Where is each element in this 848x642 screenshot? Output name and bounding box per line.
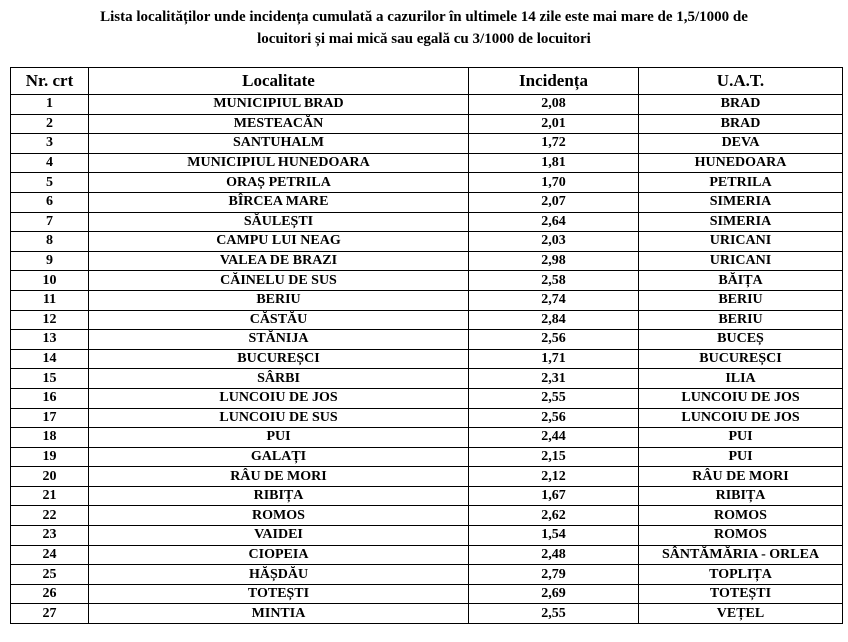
table-row: [11, 349, 843, 369]
cell-uat: SIMERIA: [639, 212, 843, 232]
cell-incidenta: 2,79: [469, 565, 639, 585]
cell-incidenta: 2,48: [469, 545, 639, 565]
cell-nr-crt: 4: [11, 153, 89, 173]
table-row: [11, 526, 843, 546]
cell-uat: BĂIȚA: [639, 271, 843, 291]
cell-uat: URICANI: [639, 232, 843, 252]
cell-nr-crt: 18: [11, 428, 89, 448]
cell-nr-crt: 22: [11, 506, 89, 526]
cell-nr-crt: 10: [11, 271, 89, 291]
cell-nr-crt: 17: [11, 408, 89, 428]
cell-uat: SÂNTĂMĂRIA - ORLEA: [639, 545, 843, 565]
cell-incidenta: 2,74: [469, 290, 639, 310]
table-row: [11, 506, 843, 526]
cell-uat: TOTEȘTI: [639, 584, 843, 604]
table-row: [11, 447, 843, 467]
table-row: [11, 545, 843, 565]
table-row: [11, 330, 843, 350]
cell-localitate: CĂINELU DE SUS: [89, 271, 469, 291]
cell-uat: BUCEȘ: [639, 330, 843, 350]
cell-localitate: SÂRBI: [89, 369, 469, 389]
cell-nr-crt: 20: [11, 467, 89, 487]
cell-localitate: VAIDEI: [89, 526, 469, 546]
cell-nr-crt: 21: [11, 486, 89, 506]
table-row: [11, 565, 843, 585]
table-row: [11, 467, 843, 487]
cell-nr-crt: 3: [11, 134, 89, 154]
cell-nr-crt: 25: [11, 565, 89, 585]
cell-localitate: RÂU DE MORI: [89, 467, 469, 487]
cell-uat: ROMOS: [639, 526, 843, 546]
cell-uat: BUCUREȘCI: [639, 349, 843, 369]
cell-nr-crt: 12: [11, 310, 89, 330]
document-title: [0, 6, 848, 50]
cell-localitate: PUI: [89, 428, 469, 448]
cell-localitate: MUNICIPIUL HUNEDOARA: [89, 153, 469, 173]
cell-localitate: SANTUHALM: [89, 134, 469, 154]
table-row: [11, 114, 843, 134]
table-row: [11, 173, 843, 193]
table-row: [11, 212, 843, 232]
table-body: [11, 95, 843, 624]
cell-uat: HUNEDOARA: [639, 153, 843, 173]
cell-incidenta: 2,31: [469, 369, 639, 389]
table-row: [11, 251, 843, 271]
cell-nr-crt: 13: [11, 330, 89, 350]
cell-localitate: TOTEȘTI: [89, 584, 469, 604]
header-incidenta: Incidența: [469, 68, 639, 95]
title-line-1: Lista localităților unde incidența cumulată a cazurilor în ultimele 14 zile este mai mare de 1,5/1000 de: [100, 9, 748, 25]
cell-incidenta: 1,70: [469, 173, 639, 193]
cell-nr-crt: 26: [11, 584, 89, 604]
cell-incidenta: 1,72: [469, 134, 639, 154]
table-row: [11, 604, 843, 624]
table-row: [11, 584, 843, 604]
cell-nr-crt: 16: [11, 388, 89, 408]
cell-nr-crt: 15: [11, 369, 89, 389]
cell-uat: RIBIȚA: [639, 486, 843, 506]
header-localitate: Localitate: [89, 68, 469, 95]
cell-nr-crt: 27: [11, 604, 89, 624]
cell-localitate: ORAȘ PETRILA: [89, 173, 469, 193]
header-nr-crt: Nr. crt: [11, 68, 89, 95]
cell-incidenta: 2,98: [469, 251, 639, 271]
table-row: [11, 271, 843, 291]
cell-localitate: MESTEACĂN: [89, 114, 469, 134]
cell-nr-crt: 9: [11, 251, 89, 271]
table-row: [11, 369, 843, 389]
cell-incidenta: 2,56: [469, 330, 639, 350]
cell-localitate: GALAȚI: [89, 447, 469, 467]
localities-table: [10, 67, 843, 624]
cell-uat: BRAD: [639, 95, 843, 115]
cell-nr-crt: 24: [11, 545, 89, 565]
table-row: [11, 134, 843, 154]
table-row: [11, 95, 843, 115]
cell-localitate: CĂSTĂU: [89, 310, 469, 330]
cell-localitate: HĂȘDĂU: [89, 565, 469, 585]
cell-incidenta: 2,07: [469, 192, 639, 212]
cell-incidenta: 2,62: [469, 506, 639, 526]
cell-incidenta: 2,69: [469, 584, 639, 604]
table-row: [11, 486, 843, 506]
cell-localitate: MUNICIPIUL BRAD: [89, 95, 469, 115]
cell-uat: LUNCOIU DE JOS: [639, 408, 843, 428]
cell-nr-crt: 1: [11, 95, 89, 115]
cell-uat: PUI: [639, 428, 843, 448]
cell-nr-crt: 23: [11, 526, 89, 546]
table-row: [11, 153, 843, 173]
cell-nr-crt: 11: [11, 290, 89, 310]
table-row: [11, 428, 843, 448]
title-line-2: locuitori și mai mică sau egală cu 3/1000 de locuitori: [257, 31, 591, 47]
cell-nr-crt: 19: [11, 447, 89, 467]
cell-localitate: BÎRCEA MARE: [89, 192, 469, 212]
table-row: [11, 388, 843, 408]
cell-uat: PUI: [639, 447, 843, 467]
cell-nr-crt: 7: [11, 212, 89, 232]
cell-incidenta: 2,55: [469, 604, 639, 624]
cell-nr-crt: 5: [11, 173, 89, 193]
cell-uat: LUNCOIU DE JOS: [639, 388, 843, 408]
cell-uat: URICANI: [639, 251, 843, 271]
cell-incidenta: 2,01: [469, 114, 639, 134]
cell-localitate: BERIU: [89, 290, 469, 310]
table-row: [11, 290, 843, 310]
table-row: [11, 310, 843, 330]
cell-uat: BERIU: [639, 310, 843, 330]
cell-nr-crt: 8: [11, 232, 89, 252]
table-header-row: [11, 68, 843, 95]
cell-incidenta: 2,08: [469, 95, 639, 115]
cell-incidenta: 2,12: [469, 467, 639, 487]
cell-incidenta: 2,56: [469, 408, 639, 428]
cell-uat: TOPLIȚA: [639, 565, 843, 585]
cell-incidenta: 1,71: [469, 349, 639, 369]
cell-uat: ILIA: [639, 369, 843, 389]
cell-uat: BERIU: [639, 290, 843, 310]
cell-localitate: RIBIȚA: [89, 486, 469, 506]
cell-localitate: LUNCOIU DE JOS: [89, 388, 469, 408]
cell-localitate: VALEA DE BRAZI: [89, 251, 469, 271]
cell-nr-crt: 6: [11, 192, 89, 212]
cell-incidenta: 2,58: [469, 271, 639, 291]
cell-localitate: CIOPEIA: [89, 545, 469, 565]
cell-incidenta: 2,55: [469, 388, 639, 408]
cell-incidenta: 2,15: [469, 447, 639, 467]
cell-localitate: LUNCOIU DE SUS: [89, 408, 469, 428]
cell-incidenta: 1,54: [469, 526, 639, 546]
cell-localitate: ROMOS: [89, 506, 469, 526]
cell-localitate: MINTIA: [89, 604, 469, 624]
table-row: [11, 232, 843, 252]
header-uat: U.A.T.: [639, 68, 843, 95]
cell-incidenta: 1,67: [469, 486, 639, 506]
cell-uat: ROMOS: [639, 506, 843, 526]
table-row: [11, 408, 843, 428]
cell-localitate: SĂULEȘTI: [89, 212, 469, 232]
cell-localitate: CAMPU LUI NEAG: [89, 232, 469, 252]
cell-incidenta: 2,84: [469, 310, 639, 330]
cell-uat: BRAD: [639, 114, 843, 134]
cell-localitate: BUCUREȘCI: [89, 349, 469, 369]
cell-nr-crt: 14: [11, 349, 89, 369]
cell-incidenta: 2,64: [469, 212, 639, 232]
cell-incidenta: 2,03: [469, 232, 639, 252]
cell-uat: PETRILA: [639, 173, 843, 193]
cell-localitate: STĂNIJA: [89, 330, 469, 350]
cell-incidenta: 2,44: [469, 428, 639, 448]
cell-nr-crt: 2: [11, 114, 89, 134]
table-row: [11, 192, 843, 212]
cell-uat: DEVA: [639, 134, 843, 154]
cell-uat: SIMERIA: [639, 192, 843, 212]
cell-incidenta: 1,81: [469, 153, 639, 173]
cell-uat: RÂU DE MORI: [639, 467, 843, 487]
cell-uat: VEȚEL: [639, 604, 843, 624]
